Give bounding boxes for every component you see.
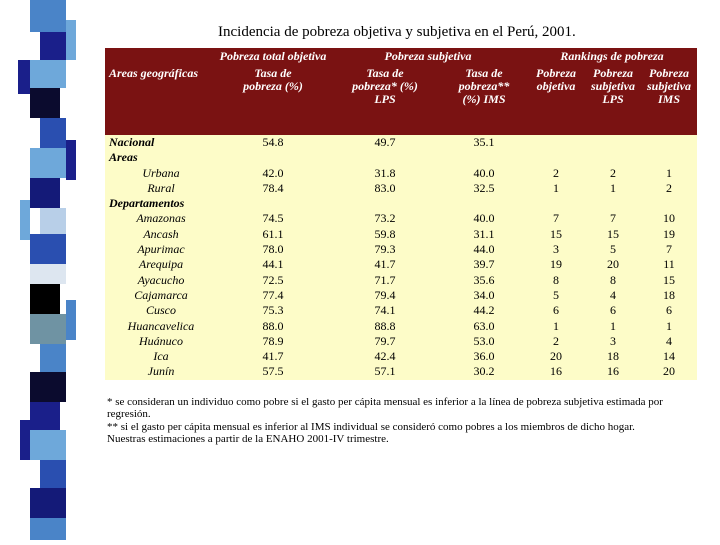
cell-rank-lps: 8 bbox=[585, 273, 641, 288]
cell-rank-ims: 4 bbox=[641, 334, 697, 349]
cell-tasa-lps: 73.2 bbox=[329, 211, 441, 226]
cell-rank-ims: 18 bbox=[641, 288, 697, 303]
cell-rank-ims: 6 bbox=[641, 303, 697, 318]
table-row bbox=[105, 242, 697, 257]
table-row bbox=[105, 211, 697, 226]
cell-tasa-lps: 79.4 bbox=[329, 288, 441, 303]
table-row bbox=[105, 349, 697, 364]
header-rank-ims: Pobreza subjetiva IMS bbox=[641, 63, 697, 135]
cell-rank-lps: 1 bbox=[585, 319, 641, 334]
cell-rank-objetiva bbox=[527, 196, 585, 211]
header-rank-lps: Pobreza subjetiva LPS bbox=[585, 63, 641, 135]
cell-rank-objetiva: 8 bbox=[527, 273, 585, 288]
table-row bbox=[105, 227, 697, 242]
cell-rank-objetiva: 3 bbox=[527, 242, 585, 257]
cell-rank-objetiva: 1 bbox=[527, 319, 585, 334]
cell-rank-ims: 14 bbox=[641, 349, 697, 364]
cell-rank-objetiva: 19 bbox=[527, 257, 585, 272]
cell-tasa-ims bbox=[441, 196, 527, 211]
cell-tasa-lps: 74.1 bbox=[329, 303, 441, 318]
cell-tasa-lps bbox=[329, 150, 441, 165]
cell-rank-objetiva: 2 bbox=[527, 334, 585, 349]
cell-tasa-lps bbox=[329, 196, 441, 211]
footnote-1: * se consideran un individuo como pobre si el gasto per cápita mensual es inferior a la línea de pobreza subjetiva estimada por regresión. bbox=[107, 396, 663, 421]
cell-rank-ims: 10 bbox=[641, 211, 697, 226]
cell-tasa-lps: 42.4 bbox=[329, 349, 441, 364]
table-body bbox=[105, 135, 697, 380]
mosaic-graphic bbox=[0, 0, 96, 540]
cell-rank-lps bbox=[585, 150, 641, 165]
row-label: Arequipa bbox=[105, 257, 217, 272]
cell-rank-ims: 15 bbox=[641, 273, 697, 288]
cell-tasa-objetiva: 78.9 bbox=[217, 334, 329, 349]
cell-rank-ims: 7 bbox=[641, 242, 697, 257]
row-label: Junín bbox=[105, 364, 217, 379]
cell-tasa-objetiva bbox=[217, 150, 329, 165]
cell-tasa-ims: 40.0 bbox=[441, 211, 527, 226]
cell-tasa-lps: 88.8 bbox=[329, 319, 441, 334]
row-label: Urbana bbox=[105, 166, 217, 181]
cell-rank-objetiva: 15 bbox=[527, 227, 585, 242]
poverty-table bbox=[105, 48, 697, 380]
cell-tasa-objetiva: 54.8 bbox=[217, 135, 329, 150]
table-row bbox=[105, 166, 697, 181]
cell-tasa-objetiva bbox=[217, 196, 329, 211]
cell-rank-ims: 11 bbox=[641, 257, 697, 272]
cell-rank-lps bbox=[585, 196, 641, 211]
decorative-stripe bbox=[0, 0, 96, 540]
poverty-table-container bbox=[105, 48, 697, 380]
cell-tasa-lps: 79.7 bbox=[329, 334, 441, 349]
cell-tasa-objetiva: 74.5 bbox=[217, 211, 329, 226]
cell-tasa-objetiva: 41.7 bbox=[217, 349, 329, 364]
table-title: Incidencia de pobreza objetiva y subjetiva en el Perú, 2001. bbox=[218, 24, 576, 40]
row-label: Huánuco bbox=[105, 334, 217, 349]
cell-tasa-ims: 34.0 bbox=[441, 288, 527, 303]
table-row bbox=[105, 135, 697, 150]
table-row bbox=[105, 273, 697, 288]
table-row bbox=[105, 303, 697, 318]
cell-tasa-lps: 59.8 bbox=[329, 227, 441, 242]
footnote-source: Nuestras estimaciones a partir de la ENAHO 2001-IV trimestre. bbox=[107, 432, 389, 445]
cell-tasa-objetiva: 61.1 bbox=[217, 227, 329, 242]
cell-rank-ims: 1 bbox=[641, 319, 697, 334]
cell-rank-objetiva bbox=[527, 150, 585, 165]
row-label: Amazonas bbox=[105, 211, 217, 226]
cell-tasa-ims: 44.2 bbox=[441, 303, 527, 318]
cell-rank-objetiva: 2 bbox=[527, 166, 585, 181]
cell-rank-objetiva: 6 bbox=[527, 303, 585, 318]
cell-tasa-objetiva: 72.5 bbox=[217, 273, 329, 288]
cell-rank-objetiva: 5 bbox=[527, 288, 585, 303]
cell-rank-ims bbox=[641, 150, 697, 165]
header-tasa-ims: Tasa de pobreza** (%) IMS bbox=[441, 63, 527, 135]
row-label: Ayacucho bbox=[105, 273, 217, 288]
cell-tasa-ims: 44.0 bbox=[441, 242, 527, 257]
cell-rank-objetiva: 16 bbox=[527, 364, 585, 379]
cell-tasa-lps: 79.3 bbox=[329, 242, 441, 257]
cell-tasa-lps: 71.7 bbox=[329, 273, 441, 288]
cell-tasa-ims bbox=[441, 150, 527, 165]
table-row bbox=[105, 150, 697, 165]
cell-rank-lps: 3 bbox=[585, 334, 641, 349]
cell-tasa-ims: 31.1 bbox=[441, 227, 527, 242]
cell-tasa-objetiva: 88.0 bbox=[217, 319, 329, 334]
header-group-total: Pobreza total objetiva bbox=[217, 48, 329, 63]
cell-tasa-objetiva: 75.3 bbox=[217, 303, 329, 318]
row-label: Apurimac bbox=[105, 242, 217, 257]
cell-tasa-objetiva: 42.0 bbox=[217, 166, 329, 181]
cell-tasa-lps: 41.7 bbox=[329, 257, 441, 272]
header-rank-obj: Pobreza objetiva bbox=[527, 63, 585, 135]
cell-tasa-ims: 30.2 bbox=[441, 364, 527, 379]
cell-rank-ims: 20 bbox=[641, 364, 697, 379]
cell-rank-objetiva: 1 bbox=[527, 181, 585, 196]
table-row bbox=[105, 257, 697, 272]
row-label: Departamentos bbox=[105, 196, 217, 211]
row-label: Areas bbox=[105, 150, 217, 165]
cell-rank-lps: 6 bbox=[585, 303, 641, 318]
cell-rank-lps bbox=[585, 135, 641, 150]
cell-tasa-ims: 35.6 bbox=[441, 273, 527, 288]
cell-tasa-ims: 35.1 bbox=[441, 135, 527, 150]
cell-rank-lps: 18 bbox=[585, 349, 641, 364]
cell-rank-lps: 2 bbox=[585, 166, 641, 181]
cell-tasa-lps: 31.8 bbox=[329, 166, 441, 181]
cell-tasa-objetiva: 44.1 bbox=[217, 257, 329, 272]
cell-tasa-ims: 36.0 bbox=[441, 349, 527, 364]
table-row bbox=[105, 196, 697, 211]
header-group-subjetiva: Pobreza subjetiva bbox=[329, 48, 527, 63]
cell-rank-lps: 15 bbox=[585, 227, 641, 242]
footnotes bbox=[107, 396, 692, 445]
table-row bbox=[105, 181, 697, 196]
table-row bbox=[105, 364, 697, 379]
table-row bbox=[105, 288, 697, 303]
header-area: Areas geográficas bbox=[105, 63, 217, 135]
cell-tasa-lps: 49.7 bbox=[329, 135, 441, 150]
row-label: Ica bbox=[105, 349, 217, 364]
cell-tasa-ims: 32.5 bbox=[441, 181, 527, 196]
header-tasa-lps: Tasa de pobreza* (%) LPS bbox=[329, 63, 441, 135]
cell-rank-lps: 5 bbox=[585, 242, 641, 257]
row-label: Rural bbox=[105, 181, 217, 196]
table-row bbox=[105, 319, 697, 334]
cell-tasa-ims: 53.0 bbox=[441, 334, 527, 349]
row-label: Cajamarca bbox=[105, 288, 217, 303]
cell-tasa-lps: 83.0 bbox=[329, 181, 441, 196]
cell-rank-ims: 1 bbox=[641, 166, 697, 181]
cell-tasa-ims: 63.0 bbox=[441, 319, 527, 334]
cell-rank-lps: 16 bbox=[585, 364, 641, 379]
cell-rank-lps: 1 bbox=[585, 181, 641, 196]
cell-rank-objetiva: 20 bbox=[527, 349, 585, 364]
cell-tasa-ims: 40.0 bbox=[441, 166, 527, 181]
cell-rank-objetiva: 7 bbox=[527, 211, 585, 226]
cell-tasa-objetiva: 78.0 bbox=[217, 242, 329, 257]
row-label: Nacional bbox=[105, 135, 217, 150]
cell-rank-ims: 19 bbox=[641, 227, 697, 242]
table-row bbox=[105, 334, 697, 349]
row-label: Cusco bbox=[105, 303, 217, 318]
cell-rank-ims: 2 bbox=[641, 181, 697, 196]
header-group-rankings: Rankings de pobreza bbox=[527, 48, 697, 63]
cell-rank-lps: 20 bbox=[585, 257, 641, 272]
header-empty bbox=[105, 48, 217, 63]
cell-rank-ims bbox=[641, 196, 697, 211]
row-label: Ancash bbox=[105, 227, 217, 242]
cell-tasa-objetiva: 77.4 bbox=[217, 288, 329, 303]
cell-rank-ims bbox=[641, 135, 697, 150]
header-tasa-obj: Tasa de pobreza (%) bbox=[217, 63, 329, 135]
cell-tasa-ims: 39.7 bbox=[441, 257, 527, 272]
cell-rank-lps: 7 bbox=[585, 211, 641, 226]
cell-rank-lps: 4 bbox=[585, 288, 641, 303]
cell-rank-objetiva bbox=[527, 135, 585, 150]
footnote-2: ** si el gasto per cápita mensual es inferior al IMS individual se consideró como pobres a los miembros de dicho hogar. bbox=[107, 420, 635, 433]
cell-tasa-objetiva: 57.5 bbox=[217, 364, 329, 379]
row-label: Huancavelica bbox=[105, 319, 217, 334]
cell-tasa-lps: 57.1 bbox=[329, 364, 441, 379]
cell-tasa-objetiva: 78.4 bbox=[217, 181, 329, 196]
